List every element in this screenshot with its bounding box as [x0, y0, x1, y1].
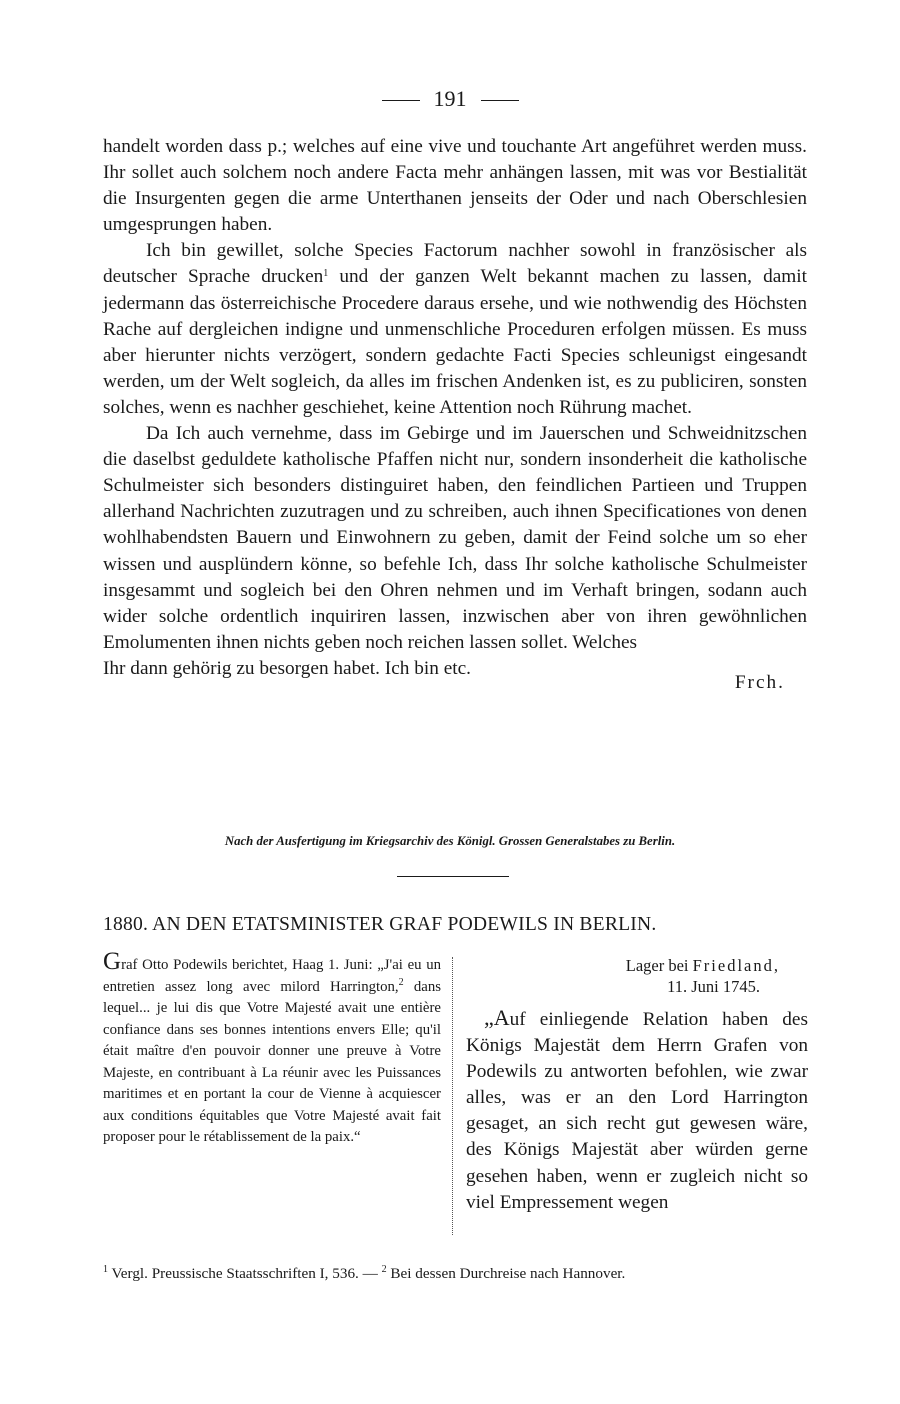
column-divider: [452, 957, 453, 1235]
letter-date: 11. Juni 1745.: [667, 977, 760, 996]
letter-initial: „A: [484, 1005, 510, 1030]
letter-paragraph-1: handelt worden dass p.; welches auf eine vive und touchante Art angeführet werden muss. Ihr sollet auch solchem noch andere Facta mehr anhängen lassen, mit was vor Bestialität die Insurgenten gegen die arme Unterthanen jenseits der Oder und nach Oberschlesien umgesprungen haben.: [103, 136, 807, 236]
closing-line: [103, 656, 807, 693]
summary-dropcap: G: [103, 948, 122, 975]
place-date: [466, 955, 780, 997]
letter-column-body: uf einliegende Relation haben des Königs Majestät dem Herrn Grafen von Podewils zu antworten befohlen, wie zwar alles, was er an den Lord Harrington gesaget, an sich recht gut gewesen wäre, des Königs Majestät aber würden gerne gesehen haben, wenn er zugleich nicht so viel Empressement wegen: [466, 1009, 808, 1213]
summary-text-b: dans lequel... je lui dis que Votre Majesté avait une entière confiance dans ses bonnes intentions envers Elle; qu'il était maître d'en pouvoir donner une preuve à Votre Majeste, en contribuant à La réunir avec les Puissances maritimes et en portant la cour de Vienne à acquiescer aux conditions équitables que Votre Majesté avait fait proposer pour le rétablissement de la paix.“: [103, 978, 441, 1145]
footnote-ref-2: 2: [398, 976, 404, 988]
footnote-2-text: Bei dessen Durchreise nach Hannover.: [386, 1265, 626, 1282]
section-separator: [397, 876, 509, 877]
header-dash-right: [481, 100, 519, 101]
letter-column: [466, 955, 808, 1216]
letter-paragraph-2: [103, 238, 807, 421]
page-header: [0, 84, 900, 114]
document-heading: 1880. AN DEN ETATSMINISTER GRAF PODEWILS IN BERLIN.: [103, 914, 657, 935]
footnotes: [103, 1263, 809, 1284]
letter-paragraph-2-part-a: Ich bin gewillet, solche Species Factorum nachher sowohl in französischer als deutscher Sprache drucken: [103, 240, 807, 288]
place-prefix: Lager bei: [625, 956, 693, 975]
letter-paragraph-3: Da Ich auch vernehme, dass im Gebirge und im Jauerschen und Schweidnitzschen die daselbst geduldete katholische Pfaffen nicht nur, sondern insonderheit die katholische Schulmeister sich besonders distinguiret haben, den feindlichen Partieen und Truppen allerhand Nachrichten zuzutragen und zu schreiben, auch ihnen Specificationes von denen wohlhabendsten Bauern und Einwohnern zu geben, damit der Feind solche um so eher wissen und ausplündern könne, so befehle Ich, dass Ihr solche katholische Schulmeister insgesammt und sogleich bei den Ohren nehmen und im Verhaft bringen, sodann auch wider solche ordentlich inquiriren lassen, inzwischen aber von ihren gewöhnlichen Emolumenten ihnen nichts geben noch reichen lassen sollet. Welches: [103, 423, 807, 653]
closing-text: Ihr dann gehörig zu besorgen habet. Ich bin etc.: [103, 657, 472, 679]
summary-text-a: raf Otto Podewils berichtet, Haag 1. Juni: „J'ai eu un entretien assez long avec milord Harrington,: [103, 957, 441, 995]
letter-body: [103, 134, 808, 693]
letter-column-text: [466, 1005, 808, 1216]
footnote-1-text: Vergl. Preussische Staatsschriften I, 536. —: [108, 1265, 382, 1282]
header-dash-left: [382, 100, 420, 101]
signature: Frch.: [734, 671, 785, 693]
footnote-1-mark: 1: [103, 1264, 108, 1275]
summary-column: [103, 948, 441, 1149]
source-note: Nach der Ausfertigung im Kriegsarchiv des Königl. Grossen Generalstabes zu Berlin.: [224, 834, 676, 848]
footnote-ref-1: 1: [323, 268, 329, 280]
page-number: 191: [433, 86, 467, 111]
place-name: Friedland,: [692, 956, 780, 975]
letter-paragraph-2-part-b: und der ganzen Welt bekannt machen zu lassen, damit jedermann das österreichische Procedere daraus ersehe, und wie nothwendig des Höchsten Rache auf dergleichen indigne und unmenschliche Proceduren erfolgen müssen. Es muss aber hierunter nichts verzögert, sondern gedachte Facti Species schleunigst eingesandt werden, um der Welt sogleich, da alles im frischen Andenken ist, es zu publiciren, sonsten solches, wenn es nachher geschiehet, keine Attention noch Rührung machet.: [103, 266, 808, 418]
footnote-2-mark: 2: [381, 1264, 387, 1275]
